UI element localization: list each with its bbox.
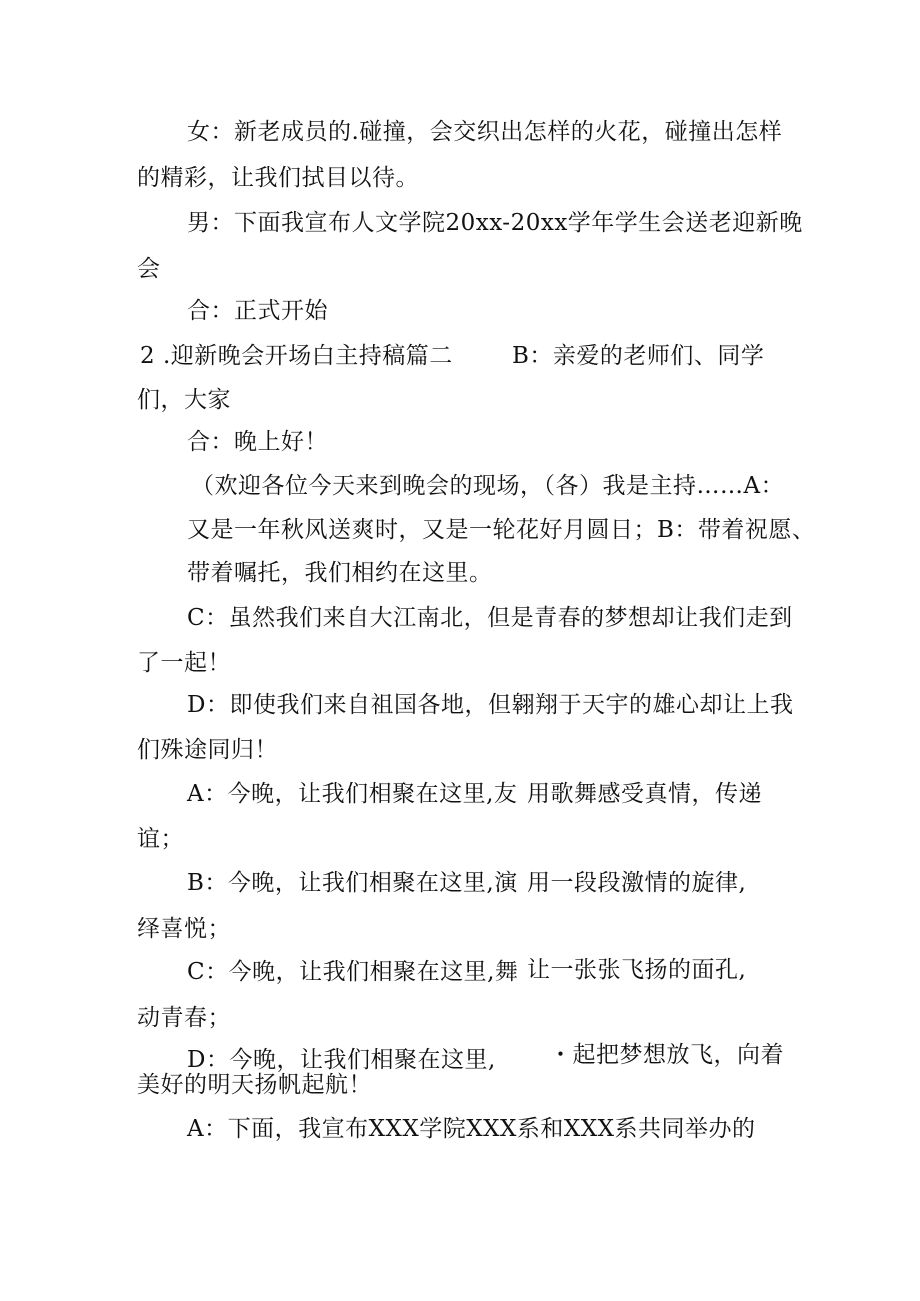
- paragraph-line: 们，大家: [137, 387, 231, 413]
- paragraph-line: 男：下面我宣布人文学院20xx-20xx学年学生会送老迎新晚: [187, 210, 803, 236]
- paragraph-line: C：虽然我们来自大江南北，但是青春的梦想却让我们走到: [187, 605, 793, 631]
- paragraph-line: 让一张张飞扬的面孔,: [527, 957, 747, 983]
- paragraph-line: ・起把梦想放飞，向着: [549, 1042, 784, 1068]
- paragraph-line: 女：新老成员的.碰撞，会交织出怎样的火花，碰撞出怎样: [187, 119, 783, 145]
- paragraph-line: A：今晚，让我们相聚在这里,友: [187, 781, 518, 807]
- paragraph-line: （欢迎各位今天来到晚会的现场，（各）我是主持……A：: [191, 473, 785, 499]
- paragraph-line: 们殊途同归！: [137, 737, 278, 763]
- paragraph-line: 了一起！: [137, 650, 231, 676]
- paragraph-line: B：亲爱的老师们、同学: [512, 343, 765, 369]
- section-heading: 2 .迎新晚会开场白主持稿篇二: [140, 343, 453, 369]
- paragraph-line: 的精彩，让我们拭目以待。: [137, 165, 419, 191]
- paragraph-line: 美好的明天扬帆起航！: [137, 1072, 372, 1098]
- paragraph-line: 会: [137, 256, 161, 282]
- paragraph-line: 带着嘱托，我们相约在这里。: [187, 560, 493, 586]
- paragraph-line: D：即使我们来自祖国各地，但翱翔于天宇的雄心却让上我: [187, 692, 794, 718]
- paragraph-line: 用歌舞感受真情，传递: [527, 781, 762, 807]
- paragraph-line: 动青春；: [137, 1005, 231, 1031]
- paragraph-line: 又是一年秋风送爽时，又是一轮花好月圆日；B：带着祝愿、: [187, 517, 816, 543]
- paragraph-line: B：今晚，让我们相聚在这里,演: [187, 870, 518, 896]
- paragraph-line: 谊；: [137, 826, 184, 852]
- paragraph-line: 用一段段激情的旋律,: [527, 870, 747, 896]
- paragraph-line: C：今晚，让我们相聚在这里,舞: [187, 959, 519, 985]
- paragraph-line: 绎喜悦；: [137, 916, 231, 942]
- paragraph-line: 合：正式开始: [187, 298, 328, 324]
- paragraph-line: A：下面，我宣布XXX学院XXX系和XXX系共同举办的: [187, 1116, 756, 1142]
- paragraph-line: 合：晚上好！: [187, 429, 328, 455]
- paragraph-line: D：今晚，让我们相聚在这里,: [187, 1047, 496, 1073]
